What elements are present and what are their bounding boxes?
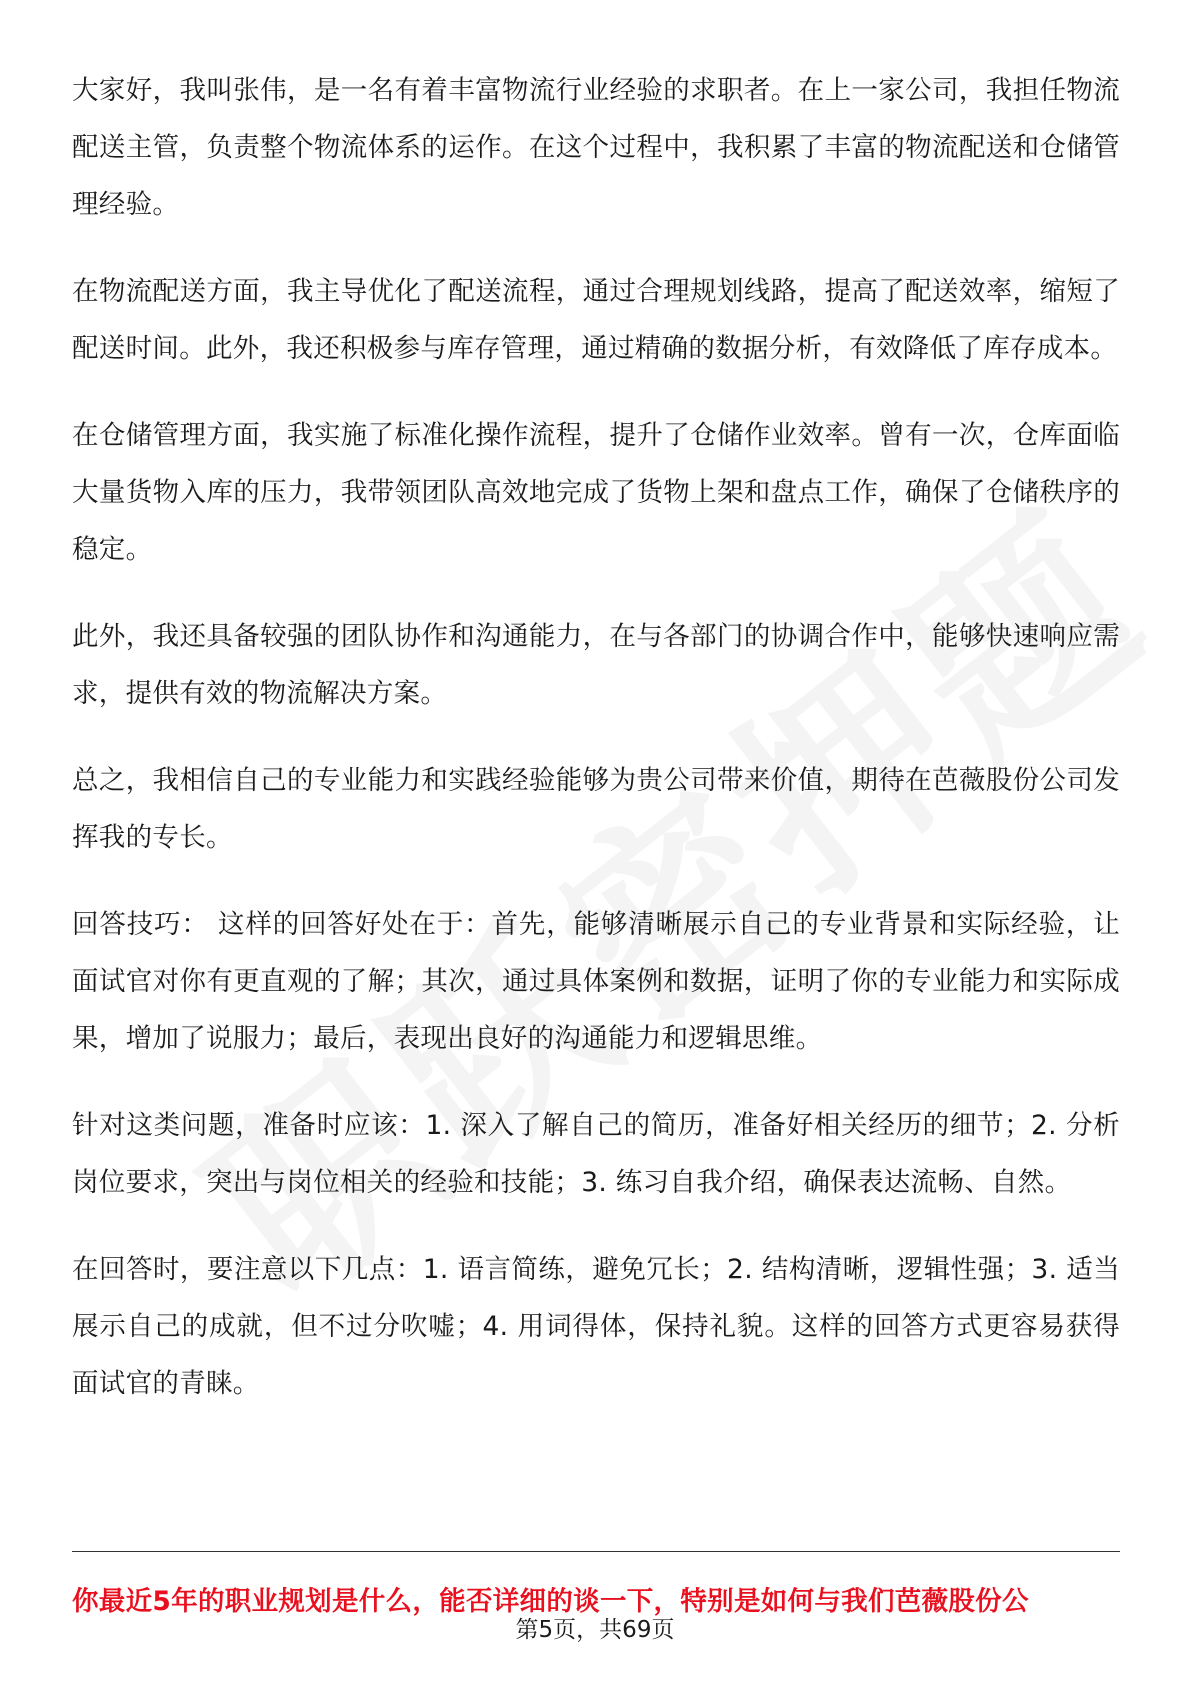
section-divider <box>72 1551 1120 1552</box>
document-body <box>72 62 1120 1442</box>
paragraph-attention-points: 在回答时，要注意以下几点：1. 语言简练，避免冗长；2. 结构清晰，逻辑性强；3. 适当展示自己的成就，但不过分吹嘘；4. 用词得体，保持礼貌。这样的回答方式更容易获得面试官的青睐。 <box>72 1254 1120 1399</box>
paragraph-teamwork: 此外，我还具备较强的团队协作和沟通能力，在与各部门的协调合作中，能够快速响应需求，提供有效的物流解决方案。 <box>72 621 1120 709</box>
paragraph-delivery: 在物流配送方面，我主导优化了配送流程，通过合理规划线路，提高了配送效率，缩短了配送时间。此外，我还积极参与库存管理，通过精确的数据分析，有效降低了库存成本。 <box>72 276 1120 364</box>
next-question-heading: 你最近5年的职业规划是什么，能否详细的谈一下，特别是如何与我们芭薇股份公 <box>72 1586 1029 1617</box>
paragraph-preparation: 针对这类问题，准备时应该：1. 深入了解自己的简历，准备好相关经历的细节；2. 分析岗位要求，突出与岗位相关的经验和技能；3. 练习自我介绍，确保表达流畅、自然。 <box>72 1110 1120 1198</box>
paragraph-summary: 总之，我相信自己的专业能力和实践经验能够为贵公司带来价值，期待在芭薇股份公司发挥我的专长。 <box>72 765 1120 853</box>
paragraph-warehouse: 在仓储管理方面，我实施了标准化操作流程，提升了仓储作业效率。曾有一次，仓库面临大量货物入库的压力，我带领团队高效地完成了货物上架和盘点工作，确保了仓储秩序的稳定。 <box>72 420 1120 565</box>
page-number: 第5页，共69页 <box>515 1617 675 1643</box>
paragraph-answer-tips: 回答技巧： 这样的回答好处在于：首先，能够清晰展示自己的专业背景和实际经验，让面试官对你有更直观的了解；其次，通过具体案例和数据，证明了你的专业能力和实际成果，增加了说服力；最后，表现出良好的沟通能力和逻辑思维。 <box>72 909 1120 1054</box>
paragraph-intro: 大家好，我叫张伟，是一名有着丰富物流行业经验的求职者。在上一家公司，我担任物流配送主管，负责整个物流体系的运作。在这个过程中，我积累了丰富的物流配送和仓储管理经验。 <box>72 75 1120 220</box>
